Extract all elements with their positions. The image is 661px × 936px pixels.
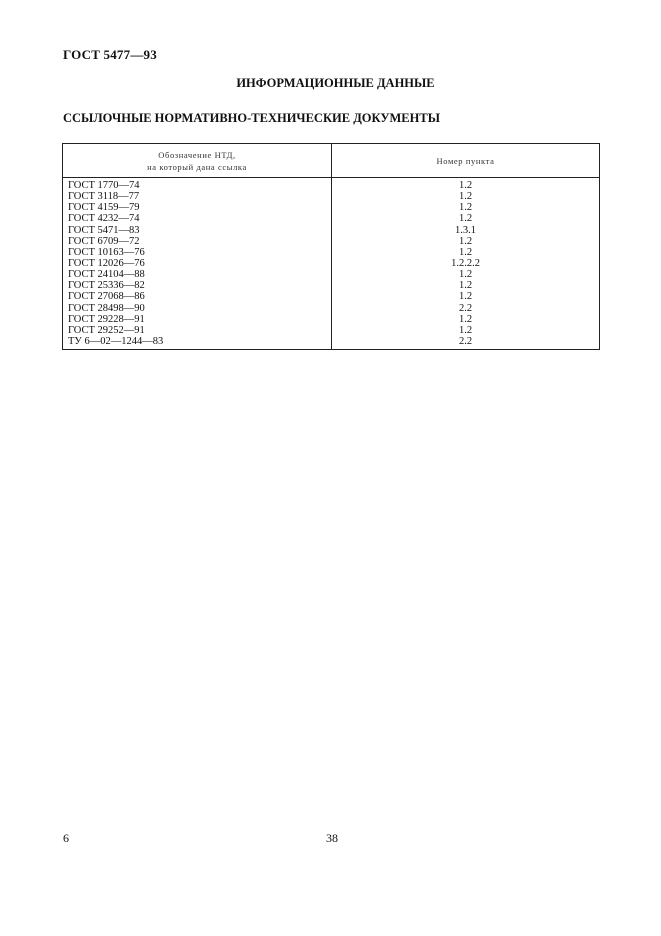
clause-cell: 1.2	[458, 191, 473, 203]
clause-column	[332, 178, 600, 350]
clause-cell: 1.2	[458, 269, 473, 281]
clause-cell: 1.2	[458, 246, 473, 258]
document-cell: ГОСТ 24104—88	[68, 269, 145, 281]
column-header-document-line2: на который дана ссылка	[147, 161, 247, 172]
document-cell: ГОСТ 1770—74	[68, 180, 140, 191]
clause-cell: 1.2	[458, 324, 473, 336]
column-header-document-line1: Обозначение НТД,	[158, 149, 236, 160]
document-cell: ГОСТ 5471—83	[68, 224, 140, 236]
table-header-row	[63, 144, 600, 178]
page-number: 6	[63, 831, 69, 845]
clause-cell: 1.2	[458, 213, 473, 225]
clause-cell: 2.2	[458, 302, 473, 314]
document-cell: ГОСТ 4159—79	[68, 202, 140, 214]
section-title: ИНФОРМАЦИОННЫЕ ДАННЫЕ	[236, 76, 435, 90]
document-cell: ТУ 6—02—1244—83	[68, 335, 164, 347]
document-cell: ГОСТ 3118—77	[68, 191, 140, 203]
clause-cell: 1.2	[458, 280, 473, 292]
document-cell: ГОСТ 29252—91	[68, 324, 145, 336]
document-code: ГОСТ 5477—93	[63, 47, 157, 62]
clause-cell: 1.2	[458, 202, 473, 214]
clause-cell: 1.2.2.2	[451, 257, 480, 269]
document-cell: ГОСТ 25336—82	[68, 280, 145, 292]
clause-cell: 1.2	[458, 313, 473, 325]
document-cell: ГОСТ 6709—72	[68, 235, 140, 247]
clause-cell: 1.2	[458, 291, 473, 303]
clause-cell: 1.2	[458, 235, 473, 247]
document-cell: ГОСТ 10163—76	[68, 246, 145, 258]
column-header-document	[63, 144, 332, 178]
table-body-row	[63, 178, 600, 350]
column-header-clause: Номер пункта	[332, 144, 600, 178]
sheet-number: 38	[326, 831, 338, 845]
document-cell: ГОСТ 29228—91	[68, 313, 145, 325]
document-column	[63, 178, 332, 350]
document-cell: ГОСТ 28498—90	[68, 302, 145, 314]
clause-cell: 1.2	[458, 180, 473, 191]
clause-cell: 2.2	[458, 335, 473, 347]
document-cell: ГОСТ 27068—86	[68, 291, 145, 303]
clause-cell: 1.3.1	[455, 224, 476, 236]
document-cell: ГОСТ 12026—76	[68, 257, 145, 269]
subsection-title: ССЫЛОЧНЫЕ НОРМАТИВНО-ТЕХНИЧЕСКИЕ ДОКУМЕНТЫ	[63, 111, 440, 125]
document-cell: ГОСТ 4232—74	[68, 213, 140, 225]
reference-documents-table	[62, 143, 600, 350]
